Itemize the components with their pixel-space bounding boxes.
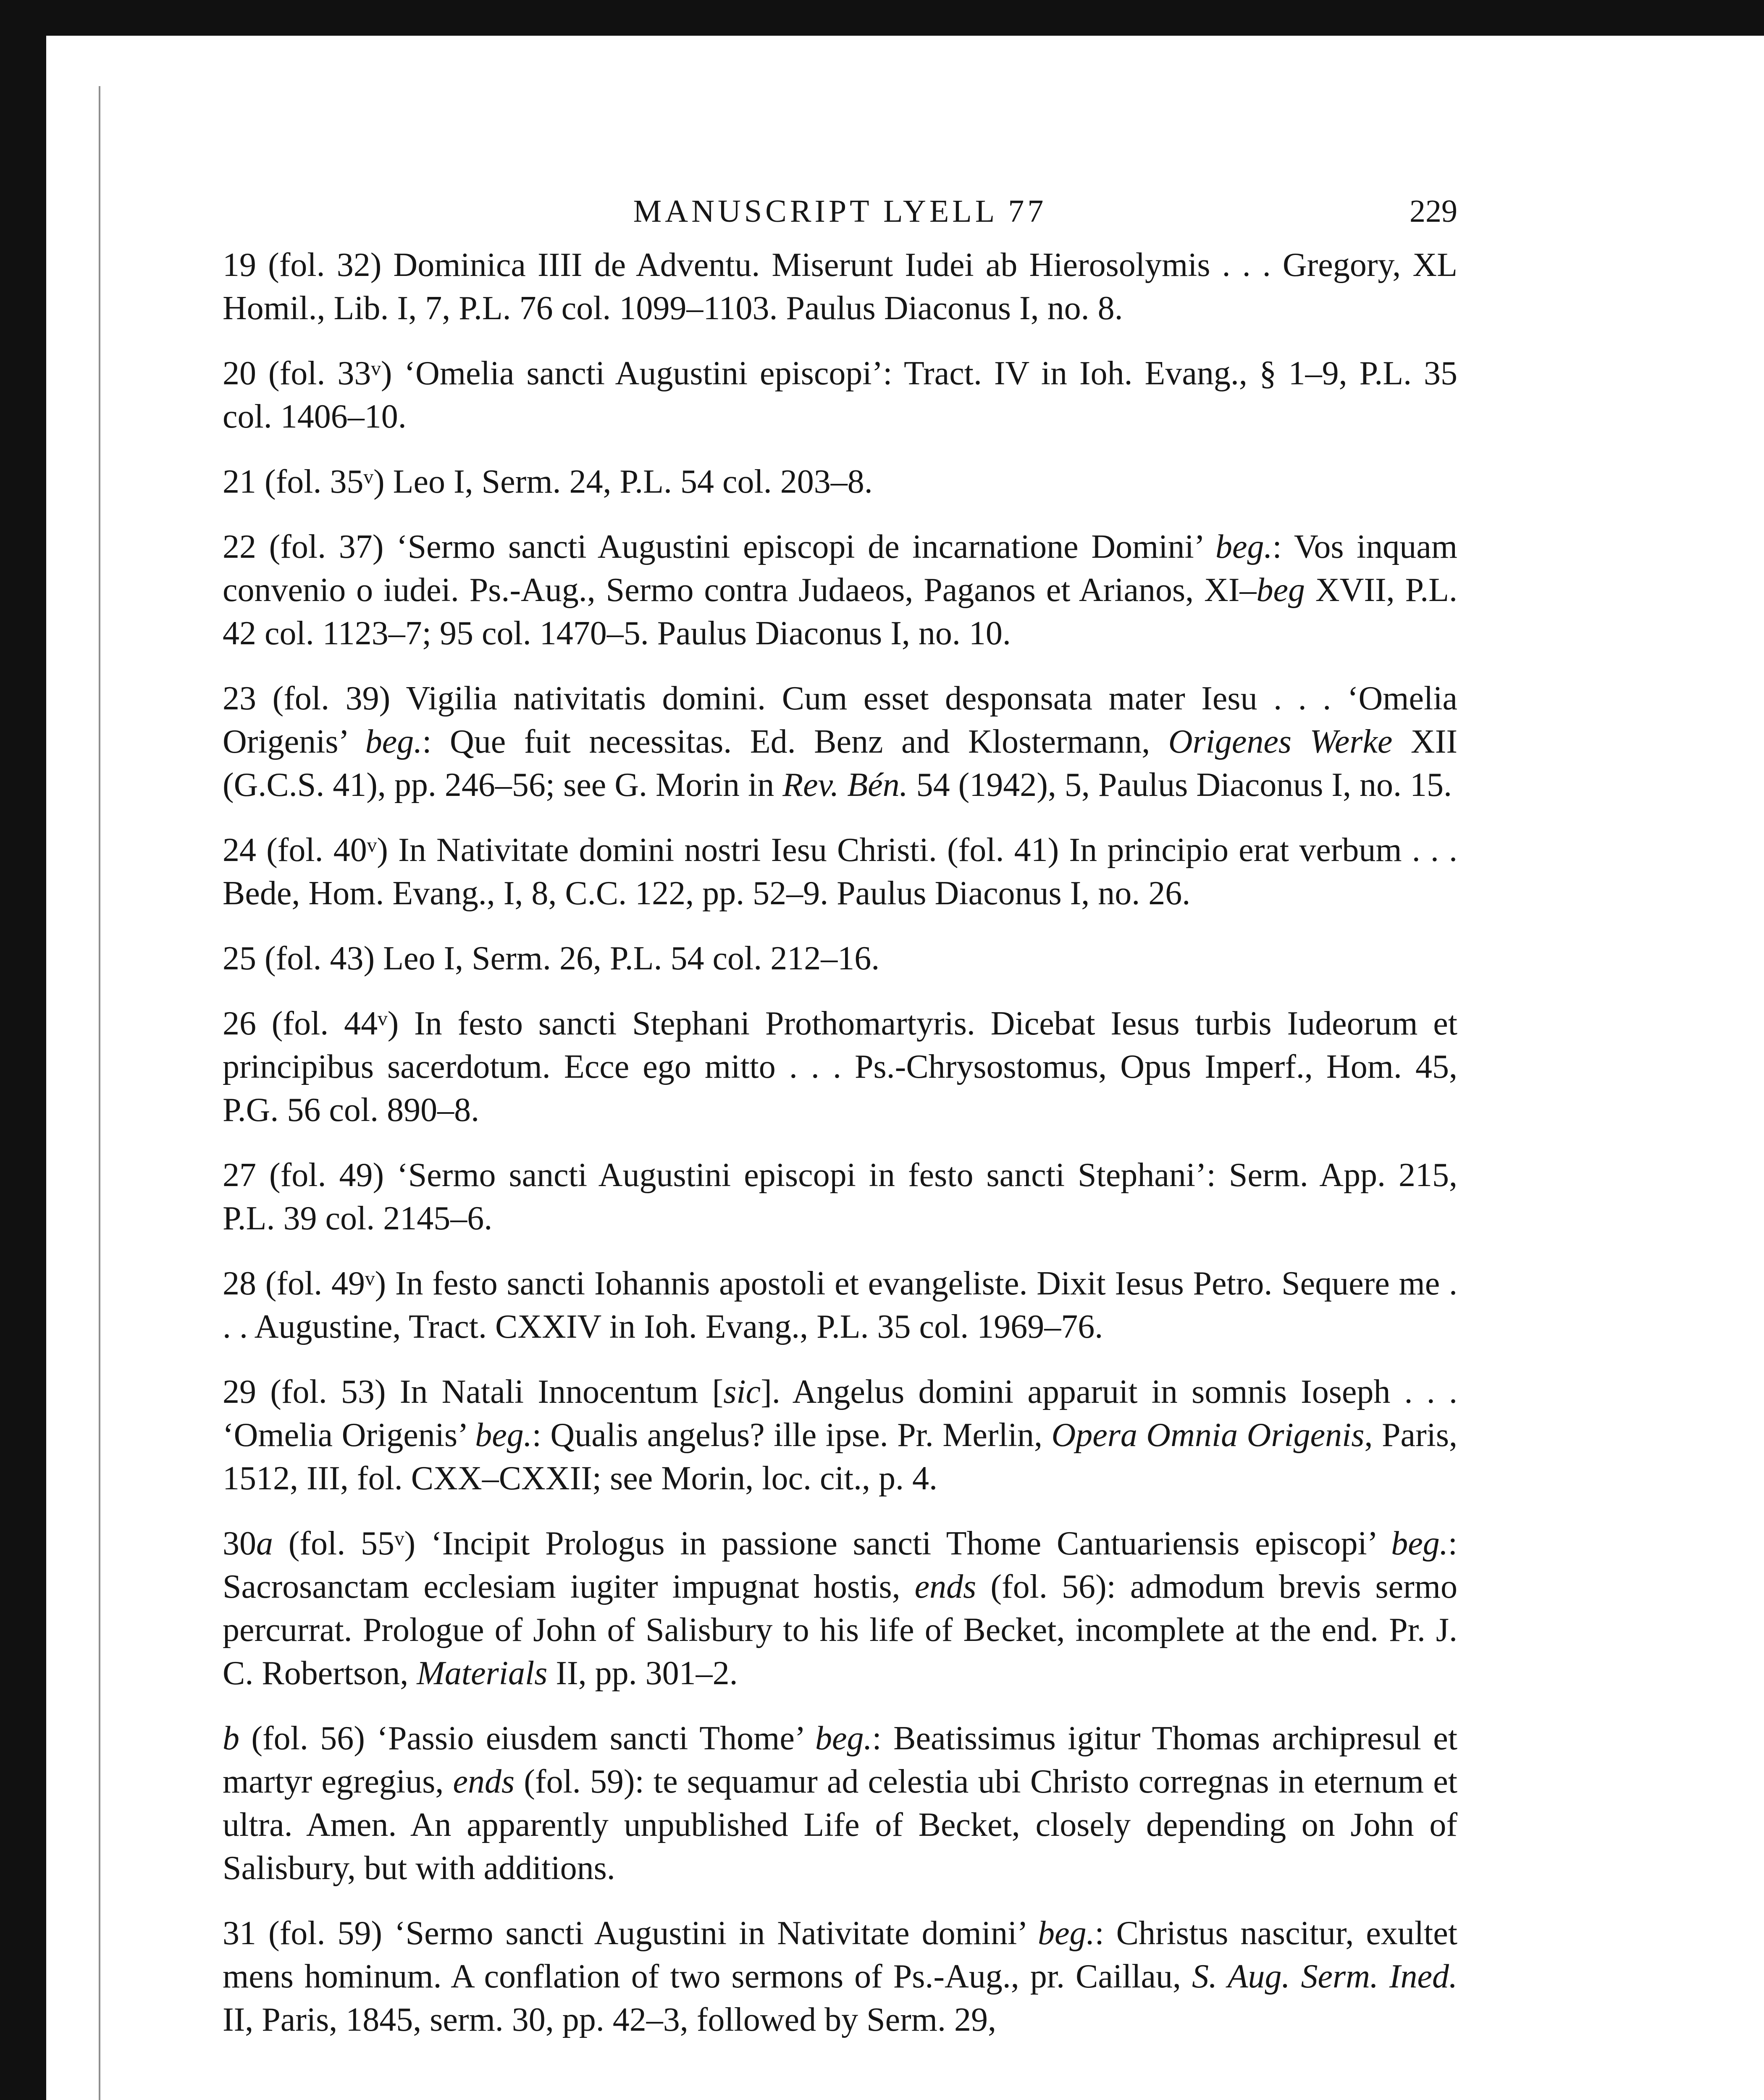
entry-text: 21 (fol. 35ᵛ) Leo I, Serm. 24, P.L. 54 col. 203–8. [223, 463, 873, 500]
manuscript-entry [223, 244, 1457, 330]
entry-text: : Beatissimus igitur Thomas archipresul et martyr egregius, [223, 1720, 1457, 1800]
entry-italic-text: beg [1256, 572, 1305, 609]
entry-italic-text: Opera Omnia Origenis [1051, 1417, 1365, 1454]
entry-text: (fol. 55ᵛ) ‘Incipit Prologus in passione sancti Thome Cantuariensis episcopi’ [273, 1525, 1391, 1562]
manuscript-entry [223, 352, 1457, 438]
entry-text: 31 (fol. 59) ‘Sermo sancti Augustini in Nativitate domini’ [223, 1915, 1038, 1952]
entry-text: (fol. 56): admodum brevis sermo percurrat. Prologue of John of Salisbury to his life of Becket, incomplete at the end. Pr. J. C. Robertson, [223, 1568, 1457, 1692]
manuscript-entry [223, 525, 1457, 655]
manuscript-entry [223, 1912, 1457, 2042]
entry-italic-text: beg. [365, 723, 423, 760]
manuscript-entries [223, 244, 1457, 2042]
manuscript-entry [223, 677, 1457, 807]
page-number: 229 [1410, 194, 1457, 229]
entry-italic-text: b [223, 1720, 239, 1757]
entry-italic-text: Origenes Werke [1168, 723, 1393, 760]
entry-text: XII (G.C.S. 41), pp. 246–56; see G. Morin in [223, 723, 1457, 803]
entry-text: , Paris, 1512, III, fol. CXX–CXXII; see Morin, loc. cit., p. 4. [223, 1417, 1458, 1497]
entry-text: XVII, P.L. 42 col. 1123–7; 95 col. 1470–5. Paulus Diaconus I, no. 10. [223, 572, 1457, 652]
entry-italic-text: beg. [1391, 1525, 1448, 1562]
entry-text: 54 (1942), 5, Paulus Diaconus I, no. 15. [908, 766, 1452, 803]
entry-text: ]. Angelus domini apparuit in somnis Ioseph . . . ‘Omelia Origenis’ [223, 1373, 1457, 1454]
entry-italic-text: beg. [1037, 1915, 1095, 1952]
entry-italic-text: Materials [417, 1655, 548, 1692]
entry-text: II, pp. 301–2. [547, 1655, 738, 1692]
entry-text: (fol. 59): te sequamur ad celestia ubi Christo corregnas in eternum et ultra. Amen. An apparently unpublished Life of Becket, closely depending on John of Salisbury, but with additions. [223, 1763, 1457, 1887]
manuscript-entry [223, 1262, 1457, 1349]
entry-italic-text: sic [723, 1373, 761, 1410]
entry-text: (fol. 56) ‘Passio eiusdem sancti Thome’ [239, 1720, 815, 1757]
page-content [223, 172, 1457, 2063]
entry-text: : Christus nascitur, exultet mens hominum. A conflation of two sermons of Ps.-Aug., pr. Caillau, [223, 1915, 1457, 1995]
entry-text: 23 (fol. 39) Vigilia nativitatis domini. Cum esset desponsata mater Iesu . . . ‘Omelia Origenis’ [223, 680, 1457, 760]
entry-text: 30 [223, 1525, 256, 1562]
manuscript-entry [223, 1717, 1457, 1890]
manuscript-entry [223, 1002, 1457, 1132]
entry-text: : Que fuit necessitas. Ed. Benz and Klostermann, [422, 723, 1168, 760]
entry-italic-text: beg. [815, 1720, 872, 1757]
entry-italic-text: S. Aug. Serm. Ined. [1192, 1958, 1458, 1995]
running-title: MANUSCRIPT LYELL 77 [633, 194, 1047, 229]
entry-italic-text: a [256, 1525, 273, 1562]
entry-text: 25 (fol. 43) Leo I, Serm. 26, P.L. 54 col. 212–16. [223, 940, 880, 977]
binding-gutter-line [99, 86, 100, 2100]
running-header [223, 172, 1457, 235]
entry-text: 26 (fol. 44ᵛ) In festo sancti Stephani Prothomartyris. Dicebat Iesus turbis Iudeorum et principibus sacerdotum. Ecce ego mitto . . . Ps.-Chrysostomus, Opus Imperf., Hom. 45, P.G. 56 col. 890–8. [223, 1005, 1457, 1129]
entry-text: 27 (fol. 49) ‘Sermo sancti Augustini episcopi in festo sancti Stephani’: Serm. App. 215, P.L. 39 col. 2145–6. [223, 1157, 1457, 1237]
entry-text: 24 (fol. 40ᵛ) In Nativitate domini nostri Iesu Christi. (fol. 41) In principio erat verbum . . . Bede, Hom. Evang., I, 8, C.C. 122, pp. 52–9. Paulus Diaconus I, no. 26. [223, 832, 1457, 912]
manuscript-entry [223, 937, 1457, 980]
entry-text: 22 (fol. 37) ‘Sermo sancti Augustini episcopi de incarnatione Domini’ [223, 528, 1215, 565]
entry-text: : Vos inquam convenio o iudei. Ps.-Aug., Sermo contra Judaeos, Paganos et Arianos, XI– [223, 528, 1458, 609]
entry-text: II, Paris, 1845, serm. 30, pp. 42–3, followed by Serm. 29, [223, 2001, 997, 2038]
entry-text: 29 (fol. 53) In Natali Innocentum [ [223, 1373, 724, 1410]
entry-italic-text: beg. [1215, 528, 1273, 565]
manuscript-entry [223, 829, 1457, 915]
entry-text: 20 (fol. 33ᵛ) ‘Omelia sancti Augustini episcopi’: Tract. IV in Ioh. Evang., § 1–9, P.L. 35 col. 1406–10. [223, 355, 1457, 435]
manuscript-entry [223, 1370, 1457, 1500]
entry-text: : Qualis angelus? ille ipse. Pr. Merlin, [532, 1417, 1052, 1454]
entry-text: 19 (fol. 32) Dominica IIII de Adventu. Miserunt Iudei ab Hierosolymis . . . Gregory, XL Homil., Lib. I, 7, P.L. 76 col. 1099–1103. Paulus Diaconus I, no. 8. [223, 247, 1457, 327]
entry-text: 28 (fol. 49ᵛ) In festo sancti Iohannis apostoli et evangeliste. Dixit Iesus Petro. Sequere me . . . Augustine, Tract. CXXIV in Ioh. Evang., P.L. 35 col. 1969–76. [223, 1265, 1457, 1345]
entry-text: : Sacrosanctam ecclesiam iugiter impugnat hostis, [223, 1525, 1457, 1605]
entry-italic-text: beg. [475, 1417, 532, 1454]
manuscript-entry [223, 460, 1457, 504]
manuscript-entry [223, 1522, 1457, 1695]
entry-italic-text: ends [914, 1568, 976, 1605]
manuscript-entry [223, 1154, 1457, 1240]
entry-italic-text: Rev. Bén. [782, 766, 908, 803]
entry-italic-text: ends [453, 1763, 515, 1800]
